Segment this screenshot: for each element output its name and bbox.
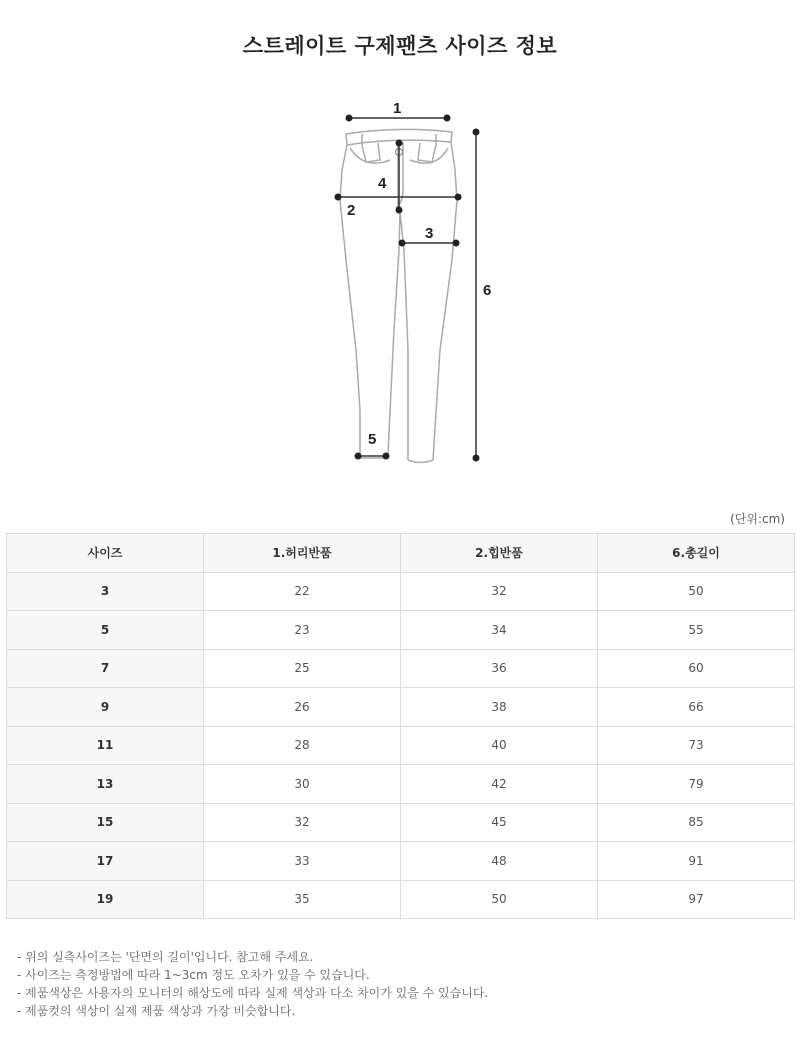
waist-cell: 22 <box>204 572 401 611</box>
pants-illustration <box>300 90 520 480</box>
length-cell: 66 <box>598 688 795 727</box>
header-hip: 2.힙반품 <box>401 534 598 573</box>
table-row <box>7 880 795 919</box>
size-cell: 17 <box>7 842 204 881</box>
table-row <box>7 572 795 611</box>
hip-cell: 42 <box>401 765 598 804</box>
table-header-row <box>7 534 795 573</box>
size-cell: 9 <box>7 688 204 727</box>
header-size: 사이즈 <box>7 534 204 573</box>
waist-cell: 33 <box>204 842 401 881</box>
hip-cell: 38 <box>401 688 598 727</box>
size-cell: 3 <box>7 572 204 611</box>
size-cell: 7 <box>7 649 204 688</box>
waist-cell: 26 <box>204 688 401 727</box>
size-table <box>6 533 795 919</box>
unit-label: (단위:cm) <box>730 512 785 526</box>
waist-cell: 25 <box>204 649 401 688</box>
label-waist: 1 <box>393 100 402 117</box>
pants-measurement-diagram <box>300 90 520 480</box>
length-cell: 55 <box>598 611 795 650</box>
hip-cell: 50 <box>401 880 598 919</box>
label-rise: 4 <box>378 175 387 192</box>
length-cell: 91 <box>598 842 795 881</box>
hip-cell: 32 <box>401 572 598 611</box>
hip-cell: 48 <box>401 842 598 881</box>
header-waist: 1.허리반품 <box>204 534 401 573</box>
size-cell: 19 <box>7 880 204 919</box>
table-row <box>7 765 795 804</box>
table-row <box>7 803 795 842</box>
page-title: 스트레이트 구제팬츠 사이즈 정보 <box>242 34 558 58</box>
table-row <box>7 611 795 650</box>
waist-cell: 30 <box>204 765 401 804</box>
size-cell: 15 <box>7 803 204 842</box>
size-cell: 11 <box>7 726 204 765</box>
measurement-points <box>335 115 480 462</box>
length-cell: 60 <box>598 649 795 688</box>
hip-cell: 36 <box>401 649 598 688</box>
size-cell: 5 <box>7 611 204 650</box>
waist-cell: 35 <box>204 880 401 919</box>
note-item: - 사이즈는 측정방법에 따라 1~3cm 정도 오차가 있을 수 있습니다. <box>17 966 777 984</box>
waist-cell: 23 <box>204 611 401 650</box>
size-cell: 13 <box>7 765 204 804</box>
length-cell: 73 <box>598 726 795 765</box>
table-row <box>7 726 795 765</box>
hip-cell: 34 <box>401 611 598 650</box>
note-item: - 제품컷의 색상이 실제 제품 색상과 가장 비슷합니다. <box>17 1002 777 1020</box>
length-cell: 85 <box>598 803 795 842</box>
length-cell: 50 <box>598 572 795 611</box>
label-length: 6 <box>483 282 492 299</box>
waist-cell: 32 <box>204 803 401 842</box>
header-length: 6.총길이 <box>598 534 795 573</box>
length-cell: 79 <box>598 765 795 804</box>
hip-cell: 40 <box>401 726 598 765</box>
label-hem: 5 <box>368 431 377 448</box>
note-item: - 제품색상은 사용자의 모니터의 해상도에 따라 실제 색상과 다소 차이가 있을 수 있습니다. <box>17 984 777 1002</box>
hip-cell: 45 <box>401 803 598 842</box>
table-row <box>7 649 795 688</box>
label-thigh: 3 <box>425 225 434 242</box>
notes-list <box>17 948 777 1020</box>
table-row <box>7 688 795 727</box>
length-cell: 97 <box>598 880 795 919</box>
label-hip: 2 <box>347 202 356 219</box>
waist-cell: 28 <box>204 726 401 765</box>
note-item: - 위의 실측사이즈는 '단면의 길이'입니다. 참고해 주세요. <box>17 948 777 966</box>
table-row <box>7 842 795 881</box>
